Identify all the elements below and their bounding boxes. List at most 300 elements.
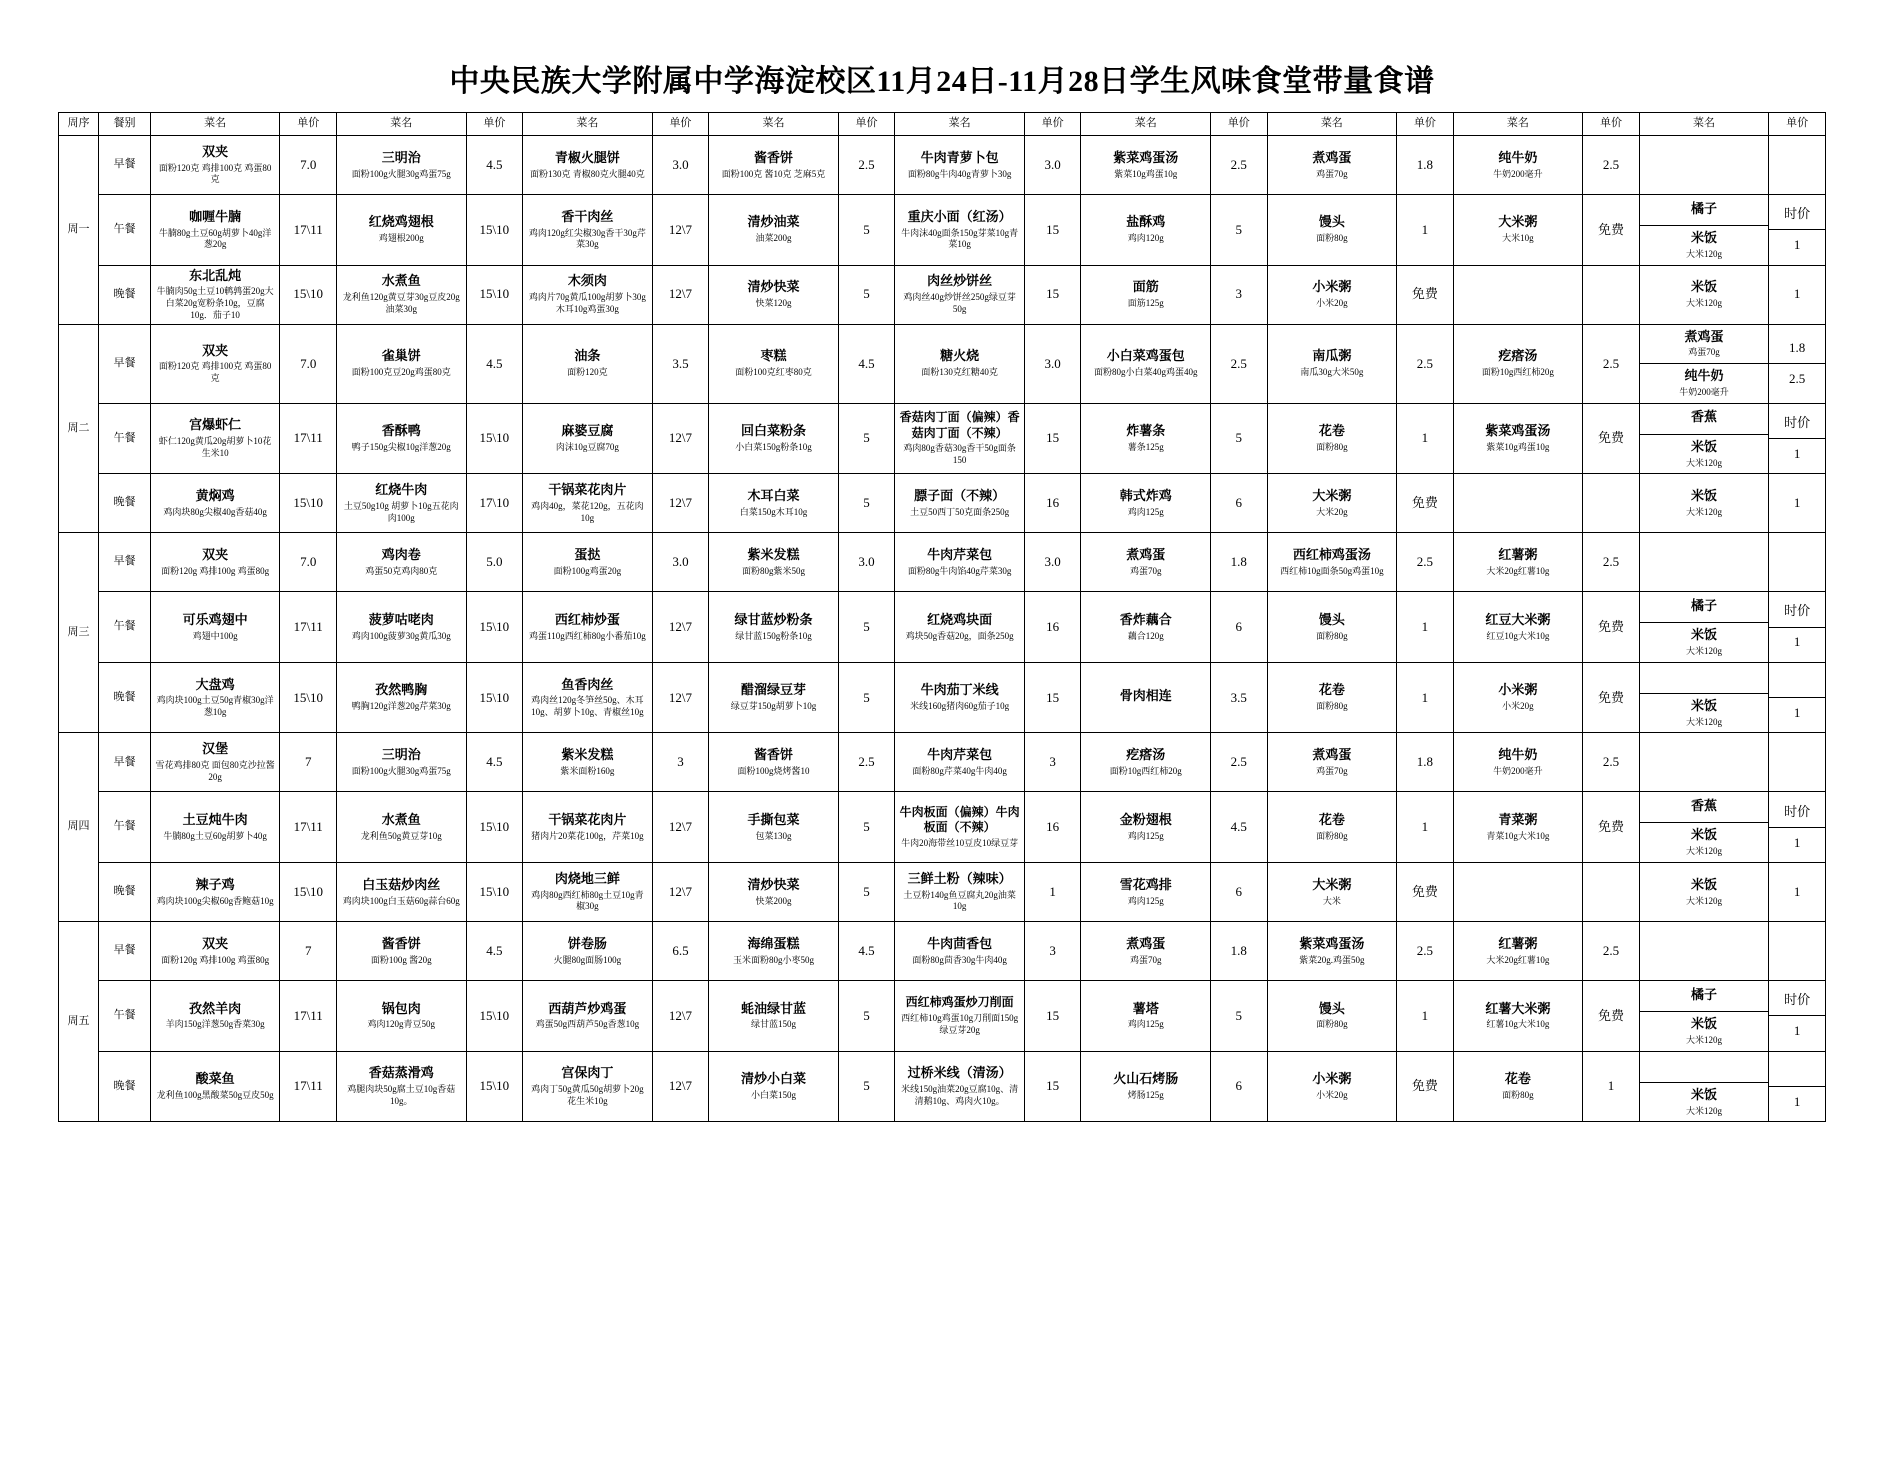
- dish-name: 三明治: [381, 747, 421, 763]
- price-cell: [1024, 1051, 1081, 1122]
- dish-name: 小米粥: [1498, 682, 1538, 698]
- dish-portion: 鸡蛋70g: [1688, 347, 1720, 358]
- dish-name: 蚝油绿甘蓝: [740, 1000, 806, 1016]
- dish-price: 1: [1421, 1007, 1429, 1023]
- price-cell: [652, 733, 709, 792]
- header-dish-3: 菜名: [523, 113, 653, 136]
- dish-price: [1769, 1058, 1825, 1084]
- dish-cell: [336, 195, 466, 266]
- dish-price: 15\10: [479, 1007, 510, 1023]
- price-cell: [838, 662, 895, 733]
- dish-cell: [709, 324, 839, 403]
- price-cell: [1397, 136, 1454, 195]
- dish-portion: 紫菜20g.鸡蛋50g: [1299, 954, 1365, 965]
- dish-price: 12\7: [668, 689, 692, 705]
- price-cell: [280, 265, 337, 324]
- dish-name: 小米粥: [1312, 1071, 1352, 1087]
- dish-name: 煮鸡蛋: [1126, 935, 1166, 951]
- dish-portion: 虾仁120g黄瓜20g胡萝卜10花生米10: [158, 436, 272, 458]
- dish-cell: [1453, 863, 1583, 922]
- dish-portion: 大米120g: [1686, 716, 1723, 727]
- header-dish-7: 菜名: [1267, 113, 1397, 136]
- dish-cell: [1639, 792, 1769, 863]
- price-cell: [280, 195, 337, 266]
- dish-cell: [895, 474, 1025, 533]
- dish-name: 干锅菜花肉片: [548, 482, 627, 498]
- dish-name: 东北乱炖: [189, 267, 242, 283]
- dish-name: 青椒火腿饼: [554, 149, 620, 165]
- dish-name: 煮鸡蛋: [1312, 747, 1352, 763]
- dish-portion: 土豆50g10g 胡萝卜10g五花肉肉100g: [343, 501, 459, 523]
- meal-type-cell: 晚餐: [99, 474, 151, 533]
- dish-price: 免费: [1411, 883, 1438, 899]
- dish-portion: 鸡肉80g香菇30g香干50g面条150: [903, 443, 1016, 466]
- header-price-9: 单价: [1769, 113, 1826, 136]
- dish-cell: [336, 324, 466, 403]
- dish-price: 2.5: [1416, 554, 1433, 570]
- dish-name: 牛肉茄丁米线: [920, 682, 999, 698]
- dish-name: 大盘鸡: [195, 676, 235, 692]
- dish-portion: 鸡肉丁50g黄瓜50g胡萝卜20g花生米10g: [531, 1084, 644, 1106]
- dish-cell: [1081, 922, 1211, 981]
- meal-type-cell: 早餐: [99, 733, 151, 792]
- dish-portion: 牛奶200毫升: [1493, 168, 1543, 179]
- weekday-cell: 周五: [59, 922, 99, 1122]
- price-cell: [652, 265, 709, 324]
- dish-name: 煮鸡蛋: [1312, 149, 1352, 165]
- dish-portion: 牛奶200毫升: [1493, 766, 1543, 777]
- dish-price: 1: [1607, 1078, 1615, 1094]
- dish-portion: 小米20g: [1316, 1090, 1348, 1100]
- table-row: [59, 981, 1826, 1052]
- dish-price: 免费: [1597, 221, 1624, 237]
- dish-portion: 大米20g红薯10g: [1486, 565, 1550, 576]
- price-cell: [1769, 474, 1826, 533]
- dish-cell: [1453, 324, 1583, 403]
- dish-price: 免费: [1597, 689, 1624, 705]
- dish-cell: [709, 981, 839, 1052]
- dish-portion: 大米120g: [1686, 298, 1723, 309]
- table-body: [59, 136, 1826, 1122]
- dish-portion: 鸡肉125g: [1127, 1019, 1164, 1030]
- dish-name: 麻婆豆腐: [561, 423, 614, 439]
- dish-name: 香酥鸭: [381, 423, 421, 439]
- dish-cell: [523, 863, 653, 922]
- dish-price: 2.5: [1602, 156, 1620, 172]
- dish-portion: 大米120g: [1686, 646, 1723, 657]
- price-cell: [1211, 1051, 1268, 1122]
- dish-cell: [523, 533, 653, 592]
- dish-cell: [895, 265, 1025, 324]
- dish-portion: 面粉100g 酱20g: [370, 954, 432, 965]
- weekday-cell: 周二: [59, 324, 99, 533]
- dish-name: 咖喱牛腩: [189, 208, 242, 224]
- price-cell: [1583, 195, 1640, 266]
- dish-name: 红烧鸡翅根: [368, 214, 434, 230]
- dish-price: 3: [1235, 286, 1243, 302]
- price-cell: [1024, 265, 1081, 324]
- dish-name: 南瓜粥: [1312, 348, 1352, 364]
- dish-portion: 鸡蛋50克鸡肉80克: [365, 565, 438, 576]
- dish-cell: [1639, 195, 1769, 266]
- page-title: 中央民族大学附属中学海淀校区11月24日-11月28日学生风味食堂带量食谱: [449, 65, 1435, 98]
- dish-portion: 牛腩80g土豆60g胡萝卜40g: [163, 830, 267, 841]
- dish-price: 2.5: [858, 156, 875, 172]
- price-cell: [1211, 733, 1268, 792]
- header-row: [59, 113, 1826, 136]
- dish-cell: [1453, 136, 1583, 195]
- dish-portion: 面粉100克豆20g鸡蛋80克: [351, 367, 451, 378]
- dish-cell: [1081, 324, 1211, 403]
- dish-name: 花卷: [1318, 423, 1345, 439]
- price-cell: [652, 592, 709, 663]
- dish-cell: [1453, 662, 1583, 733]
- dish-price: 2.5: [1230, 355, 1247, 371]
- price-cell: [466, 403, 523, 474]
- dish-portion: 牛肉沫40g面条150g芽菜10g青菜10g: [901, 227, 1019, 250]
- price-cell: [838, 195, 895, 266]
- dish-portion: 面粉80g茴香30g牛肉40g: [912, 954, 1007, 965]
- dish-cell: [1267, 136, 1397, 195]
- dish-name: 纯牛奶: [1684, 368, 1724, 384]
- dish-price: 7.0: [300, 554, 317, 570]
- price-cell: [838, 922, 895, 981]
- dish-price: 17\11: [293, 1007, 323, 1023]
- price-cell: [1769, 662, 1826, 733]
- dish-cell: [336, 136, 466, 195]
- dish-price: 1: [1421, 819, 1429, 835]
- price-cell: [1583, 265, 1640, 324]
- dish-cell: [709, 474, 839, 533]
- dish-name: 面筋: [1132, 279, 1159, 295]
- dish-cell: [1081, 195, 1211, 266]
- price-cell: [1397, 533, 1454, 592]
- dish-price: 1: [1421, 618, 1429, 634]
- dish-price: 2.5: [1416, 942, 1433, 958]
- dish-portion: 鸭子150g尖椒10g洋葱20g: [351, 442, 451, 453]
- dish-portion: 紫菜10g鸡蛋10g: [1114, 168, 1178, 179]
- dish-portion: 面粉100g火腿30g鸡蛋75g: [351, 168, 451, 179]
- dish-cell: [1453, 592, 1583, 663]
- dish-name: 汉堡: [202, 741, 229, 757]
- price-cell: [466, 474, 523, 533]
- dish-portion: 快菜200g: [755, 895, 792, 906]
- dish-portion: 鸡肉125g: [1127, 895, 1164, 906]
- dish-price: 5: [863, 286, 870, 302]
- dish-price: [1583, 863, 1639, 921]
- dish-name: 宫保肉丁: [561, 1065, 614, 1081]
- dish-name: 红烧牛肉: [375, 482, 428, 498]
- dish-price: 16: [1046, 819, 1060, 835]
- dish-name: 重庆小面（红汤）: [907, 208, 1012, 224]
- dish-price: 1: [1793, 634, 1801, 650]
- dish-portion: 牛奶200毫升: [1679, 387, 1729, 398]
- price-cell: [466, 981, 523, 1052]
- dish-portion: 鸡肉40g，菜花120g，五花肉10g: [531, 501, 644, 523]
- weekday-cell: 周四: [59, 733, 99, 922]
- dish-name: 三明治: [381, 149, 421, 165]
- dish-name: 木耳白菜: [747, 488, 800, 504]
- dish-cell: [895, 792, 1025, 863]
- dish-price: 17\11: [293, 618, 323, 634]
- price-cell: [1397, 324, 1454, 403]
- dish-name: 水煮鱼: [381, 811, 421, 827]
- meal-type-cell: 午餐: [99, 195, 151, 266]
- dish-portion: 雪花鸡排80克 面包80克沙拉酱20g: [155, 760, 275, 782]
- dish-cell: [709, 592, 839, 663]
- price-cell: [280, 1051, 337, 1122]
- dish-price: 2.5: [1602, 754, 1620, 770]
- dish-price: 5: [863, 883, 870, 899]
- price-cell: [1211, 981, 1268, 1052]
- price-cell: [466, 733, 523, 792]
- dish-portion: 西红柿10g鸡蛋10g刀削面150g绿豆芽20g: [901, 1012, 1019, 1035]
- dish-name: 牛肉青萝卜包: [920, 149, 999, 165]
- dish-price: 免费: [1597, 819, 1624, 835]
- dish-name: 膘子面（不辣）: [914, 488, 1006, 504]
- dish-name: 火山石烤肠: [1113, 1071, 1179, 1087]
- dish-cell: [1453, 265, 1583, 324]
- price-cell: [1583, 981, 1640, 1052]
- dish-portion: 鸡肉125g: [1127, 830, 1164, 841]
- dish-portion: 牛腩肉50g土豆10鹌鹑蛋20g大白菜20g宽粉条10g，豆腐10g．茄子10: [156, 286, 274, 320]
- dish-portion: 鸡肉块80g尖椒40g香菇40g: [163, 506, 267, 517]
- dish-name: 蛋挞: [574, 547, 601, 563]
- menu-page: [0, 56, 1884, 1483]
- dish-name: 香蕉: [1691, 798, 1718, 814]
- price-cell: [1211, 324, 1268, 403]
- dish-name: 宫爆虾仁: [189, 417, 242, 433]
- dish-price: 12\7: [668, 1007, 692, 1023]
- dish-price: 6.5: [672, 942, 689, 958]
- dish-portion: 面粉10g西红柿20g: [1109, 766, 1182, 777]
- dish-cell: [709, 863, 839, 922]
- dish-cell: [1267, 662, 1397, 733]
- dish-price: 3.0: [672, 156, 689, 172]
- price-cell: [280, 324, 337, 403]
- dish-name: 糖火烧: [940, 348, 980, 364]
- dish-name: 三鲜土粉（辣味）: [907, 870, 1012, 886]
- price-cell: [1397, 1051, 1454, 1122]
- dish-price: 1.8: [1230, 554, 1247, 570]
- dish-cell: [1639, 662, 1769, 733]
- dish-price: 17\10: [479, 495, 510, 511]
- dish-name: 雪花鸡排: [1119, 876, 1172, 892]
- dish-name: 油条: [574, 348, 601, 364]
- price-cell: [466, 1051, 523, 1122]
- price-cell: [1211, 195, 1268, 266]
- dish-cell: [150, 1051, 280, 1122]
- dish-name: 薯塔: [1132, 1000, 1159, 1016]
- dish-cell: [150, 265, 280, 324]
- dish-cell: [1453, 195, 1583, 266]
- price-cell: [1397, 195, 1454, 266]
- dish-name: 孜然鸭胸: [375, 682, 428, 698]
- dish-portion: 包菜130g: [755, 830, 792, 841]
- dish-price: 时价: [1784, 992, 1811, 1008]
- dish-cell: [895, 1051, 1025, 1122]
- dish-portion: 鸡蛋70g: [1129, 565, 1162, 576]
- dish-price: 7.0: [300, 156, 317, 172]
- dish-name: 清炒小白菜: [740, 1071, 806, 1087]
- dish-name: 绿甘蓝炒粉条: [734, 611, 813, 627]
- dish-cell: [1639, 922, 1769, 981]
- dish-cell: [1081, 981, 1211, 1052]
- dish-cell: [150, 863, 280, 922]
- dish-cell: [150, 592, 280, 663]
- price-cell: [280, 592, 337, 663]
- table-header: [59, 113, 1826, 136]
- dish-cell: [1639, 863, 1769, 922]
- dish-name: 牛肉茴香包: [927, 935, 993, 951]
- dish-cell: [336, 403, 466, 474]
- price-cell: [1024, 592, 1081, 663]
- dish-portion: 面粉130克红糖40克: [921, 367, 998, 378]
- dish-portion: 绿甘蓝150g: [750, 1019, 796, 1030]
- dish-portion: 鸡蛋70g: [1316, 766, 1348, 777]
- dish-name: 清炒快菜: [747, 876, 800, 892]
- dish-name: 疙瘩汤: [1498, 348, 1538, 364]
- meal-type-cell: 晚餐: [99, 662, 151, 733]
- dish-price: 1: [1793, 286, 1801, 302]
- dish-price: 2.5: [1416, 355, 1433, 371]
- dish-cell: [1639, 324, 1769, 403]
- dish-name: 锅包肉: [381, 1000, 421, 1016]
- dish-price: 15\10: [293, 883, 324, 899]
- dish-portion: 面粉80g紫米50g: [741, 565, 805, 576]
- price-cell: [652, 324, 709, 403]
- dish-portion: 绿甘蓝150g粉条10g: [735, 630, 812, 641]
- dish-price: 5: [863, 689, 870, 705]
- dish-portion: 鸡肉125g: [1127, 506, 1164, 517]
- dish-cell: [895, 981, 1025, 1052]
- dish-name: 米饭: [1691, 627, 1718, 643]
- dish-price: 免费: [1411, 1078, 1438, 1094]
- dish-portion: 大米120g: [1686, 1034, 1723, 1045]
- meal-type-cell: 晚餐: [99, 265, 151, 324]
- price-cell: [1397, 792, 1454, 863]
- dish-price: 15\10: [479, 1078, 510, 1094]
- dish-portion: 土豆粉140g鱼豆腐丸20g油菜10g: [903, 889, 1016, 912]
- price-cell: [1211, 592, 1268, 663]
- price-cell: [838, 136, 895, 195]
- dish-cell: [709, 533, 839, 592]
- dish-price: 1: [1793, 883, 1801, 899]
- dish-price: 12\7: [668, 221, 692, 237]
- dish-name: 橘子: [1691, 986, 1718, 1002]
- dish-price: 15: [1046, 1078, 1060, 1094]
- dish-price: [1769, 922, 1825, 980]
- dish-cell: [895, 733, 1025, 792]
- price-cell: [1211, 265, 1268, 324]
- dish-price: [1769, 136, 1825, 194]
- dish-cell: [709, 265, 839, 324]
- dish-cell: [1267, 592, 1397, 663]
- dish-price: 1: [1793, 834, 1801, 850]
- dish-name: 鸡肉卷: [381, 547, 421, 563]
- price-cell: [1211, 403, 1268, 474]
- dish-cell: [523, 981, 653, 1052]
- dish-price: 1: [1049, 883, 1056, 899]
- header-dish-4: 菜名: [709, 113, 839, 136]
- weekly-menu-table: [58, 112, 1826, 1122]
- dish-price: 5: [863, 1007, 870, 1023]
- dish-name: 枣糕: [760, 348, 787, 364]
- dish-name: 海绵蛋糕: [747, 935, 800, 951]
- dish-portion: 小米20g: [1316, 298, 1348, 309]
- dish-cell: [150, 733, 280, 792]
- header-dish-1: 菜名: [150, 113, 280, 136]
- header-price-8: 单价: [1583, 113, 1640, 136]
- price-cell: [1211, 474, 1268, 533]
- table-row: [59, 592, 1826, 663]
- dish-cell: [895, 533, 1025, 592]
- dish-cell: [150, 195, 280, 266]
- dish-name: 清炒油菜: [747, 214, 800, 230]
- table-row: [59, 136, 1826, 195]
- dish-cell: [1081, 533, 1211, 592]
- dish-price: 1: [1421, 689, 1429, 705]
- price-cell: [1397, 733, 1454, 792]
- price-cell: [1769, 1051, 1826, 1122]
- table-row: [59, 533, 1826, 592]
- dish-name: 米饭: [1691, 438, 1718, 454]
- price-cell: [838, 403, 895, 474]
- dish-name: 小米粥: [1312, 279, 1352, 295]
- dish-price: 15\10: [293, 286, 324, 302]
- dish-cell: [336, 533, 466, 592]
- price-cell: [652, 922, 709, 981]
- dish-cell: [336, 592, 466, 663]
- dish-price: 12\7: [668, 819, 692, 835]
- price-cell: [280, 733, 337, 792]
- dish-price: 5: [1235, 430, 1243, 446]
- dish-name: 韩式炸鸡: [1119, 488, 1172, 504]
- dish-price: 5: [863, 618, 870, 634]
- dish-name: 馒头: [1318, 214, 1345, 230]
- header-price-1: 单价: [280, 113, 337, 136]
- price-cell: [1583, 1051, 1640, 1122]
- price-cell: [838, 592, 895, 663]
- dish-name: 米饭: [1691, 230, 1718, 245]
- dish-cell: [523, 265, 653, 324]
- dish-name: 双夹: [202, 935, 229, 951]
- price-cell: [1024, 533, 1081, 592]
- price-cell: [280, 922, 337, 981]
- dish-portion: 龙利鱼50g黄豆芽10g: [360, 830, 442, 841]
- dish-portion: 小白菜150g粉条10g: [735, 442, 812, 453]
- dish-cell: [1081, 265, 1211, 324]
- dish-price: 6: [1235, 495, 1243, 511]
- dish-price: 3: [1049, 942, 1056, 958]
- dish-portion: 面粉120g 鸡排100g 鸡蛋80g: [161, 954, 270, 965]
- dish-price: 12\7: [668, 883, 692, 899]
- dish-cell: [1267, 324, 1397, 403]
- dish-name: 香蕉: [1691, 409, 1718, 425]
- dish-name: 香菇肉丁面（偏辣）香菇肉丁面（不辣）: [899, 410, 1020, 440]
- price-cell: [1583, 792, 1640, 863]
- dish-price: 5: [863, 430, 870, 446]
- dish-price: 免费: [1411, 286, 1438, 302]
- dish-name: 纯牛奶: [1498, 149, 1538, 165]
- dish-name: 可乐鸡翅中: [182, 611, 248, 627]
- dish-cell: [150, 662, 280, 733]
- dish-portion: 鸡肉120g: [1127, 233, 1164, 244]
- dish-price: 16: [1046, 495, 1060, 511]
- table-row: [59, 265, 1826, 324]
- dish-price: 3.0: [1044, 156, 1061, 172]
- price-cell: [1769, 922, 1826, 981]
